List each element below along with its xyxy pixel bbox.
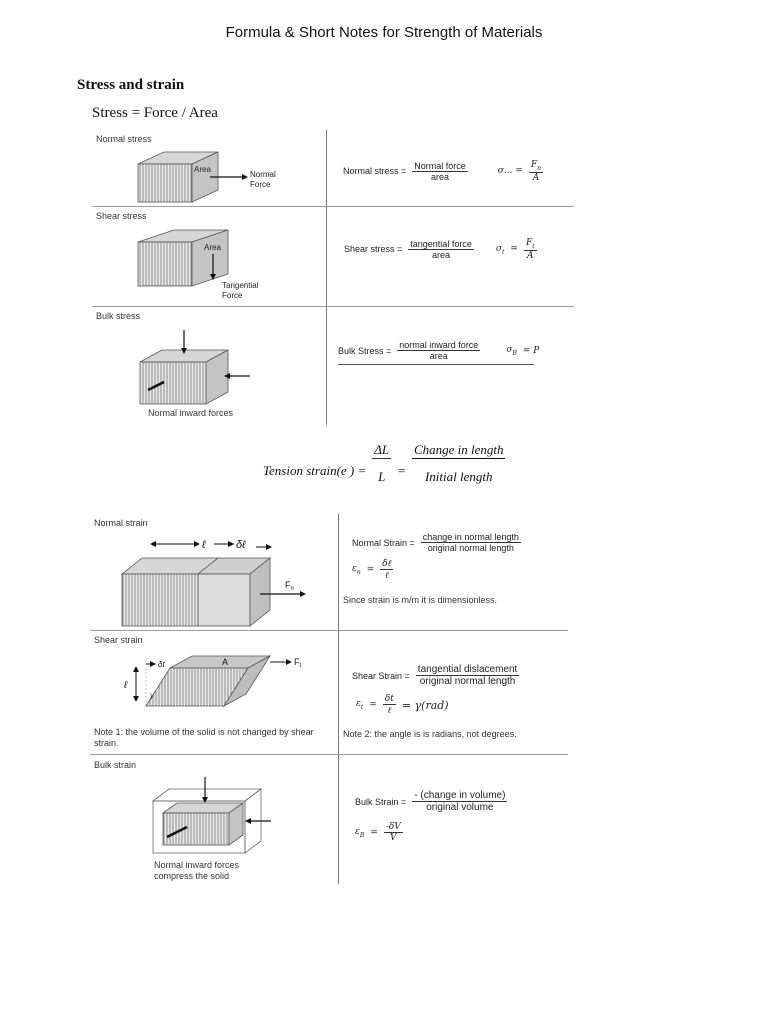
normal-force-label-2: Force	[250, 180, 271, 189]
symbol-num: -δV	[385, 822, 401, 832]
shear-strain-diagram	[110, 650, 335, 728]
symbol-lhs-sub: t	[360, 703, 364, 711]
tangential-force-label-2: Force	[222, 291, 243, 300]
formula-denominator: area	[429, 351, 448, 361]
formula-fraction	[416, 664, 520, 687]
formula-denominator: area	[432, 249, 451, 260]
bulk-stress-caption: Normal inward forces	[148, 408, 234, 418]
symbol-num: δℓ	[382, 559, 392, 569]
symbol-lhs: σ... =	[497, 166, 523, 177]
normal-force-label: $F_n$	[285, 580, 294, 592]
symbol-fraction	[384, 822, 403, 843]
bulk-stress-label: Bulk stress	[96, 311, 141, 321]
shear-strain-formula	[352, 664, 519, 687]
symbol-lhs-sub: t	[501, 248, 505, 256]
section-heading: Stress and strain	[77, 77, 185, 93]
strain-table-divider	[338, 514, 339, 884]
tension-strain-formula	[263, 442, 505, 485]
symbol-eq: =	[370, 827, 378, 838]
symbol-fraction	[380, 558, 393, 581]
formula-numerator: tangential force	[410, 238, 472, 249]
symbol-sub: B	[512, 349, 517, 357]
symbol-den: A	[527, 250, 534, 261]
tangential-force-label: Tangential	[222, 281, 259, 290]
normal-stress-formula	[343, 160, 543, 183]
stress-definition: Stress = Force / Area	[92, 105, 218, 121]
symbol-num-sub: n	[537, 164, 542, 172]
symbol-eq: =	[369, 700, 377, 710]
tension-den-words: Initial length	[424, 469, 493, 484]
symbol-eq: =	[510, 244, 518, 255]
normal-force-label: Normal	[250, 170, 276, 179]
normal-strain-label: Normal strain	[94, 518, 148, 528]
normal-stress-diagram	[130, 150, 300, 206]
area-label: Area	[204, 243, 221, 252]
bulk-strain-symbolic	[355, 822, 403, 843]
formula-numerator: - (change in volume)	[414, 790, 506, 801]
formula-numerator: normal inward force	[399, 340, 479, 350]
shear-stress-formula	[344, 238, 537, 261]
formula-lhs: Normal Strain =	[352, 537, 415, 548]
delta-length-label: δℓ	[236, 539, 246, 551]
normal-strain-note: Since strain is m/m it is dimensionless.	[343, 595, 498, 605]
symbol: σ	[506, 344, 513, 355]
shear-stress-label: Shear stress	[96, 211, 147, 221]
tension-lhs: Tension strain(e ) =	[263, 462, 367, 478]
formula-numerator: change in normal length	[422, 532, 519, 542]
symbol-lhs: ε	[355, 826, 360, 837]
symbol-rhs: = γ(rad)	[401, 698, 449, 712]
stress-row-separator	[92, 206, 574, 207]
normal-strain-formula	[352, 532, 521, 553]
shear-strain-label: Shear strain	[94, 635, 143, 645]
symbol-den: A	[532, 172, 540, 183]
bulk-stress-formula	[338, 340, 539, 361]
symbol-lhs: σ	[495, 243, 502, 254]
tension-num: ΔL	[374, 442, 390, 457]
tangential-force-label: $F_t$	[294, 657, 302, 669]
bulk-strain-caption	[154, 860, 239, 882]
symbol-lhs-sub: B	[359, 831, 365, 839]
strain-row-separator	[90, 630, 568, 631]
bulk-caption-line-1: Normal inward forces	[154, 860, 240, 870]
symbol-num: F	[530, 160, 538, 170]
symbol-lhs-sub: n	[356, 568, 361, 576]
formula-lhs: Bulk Strain =	[355, 796, 407, 807]
stress-table-divider	[326, 130, 327, 425]
symbol-lhs: ε	[352, 563, 357, 574]
symbol-den: V	[390, 833, 397, 843]
formula-fraction	[412, 161, 468, 182]
symbol-den: ℓ	[387, 706, 392, 716]
length-label: ℓ	[202, 539, 206, 551]
symbol-num-sub: t	[532, 242, 535, 250]
shear-area-label: A	[222, 657, 229, 667]
symbol-fraction	[529, 160, 543, 183]
symbol-lhs: ε	[356, 699, 361, 710]
formula-denominator: original volume	[426, 802, 494, 813]
formula-lhs: Shear stress =	[344, 244, 403, 255]
strain-row-separator	[90, 754, 568, 755]
formula-fraction	[397, 340, 480, 361]
bulk-strain-diagram	[145, 775, 285, 860]
shear-strain-symbolic	[356, 694, 449, 716]
normal-strain-diagram	[110, 530, 335, 630]
normal-strain-symbolic	[352, 558, 393, 581]
tension-fraction-words	[412, 442, 506, 485]
symbol-fraction	[524, 238, 537, 261]
formula-denominator: original normal length	[419, 676, 516, 687]
tension-eq: =	[397, 462, 406, 478]
shear-strain-note-1: Note 1: the volume of the solid is not changed by shear strain.	[94, 727, 314, 748]
symbol-num: F	[525, 238, 533, 248]
formula-denominator: original normal length	[427, 543, 514, 553]
symbol-eq: =	[366, 564, 375, 575]
bulk-strain-label: Bulk strain	[94, 760, 137, 770]
formula-lhs: Bulk Stress =	[338, 345, 392, 356]
formula-fraction	[408, 239, 474, 260]
formula-numerator: Normal force	[414, 160, 466, 171]
symbol-rhs: = P	[522, 345, 540, 356]
bulk-formula-underline	[338, 364, 534, 365]
bulk-stress-diagram	[130, 326, 270, 416]
shear-displacement-label: δt	[158, 660, 165, 669]
normal-stress-label: Normal stress	[96, 134, 152, 144]
height-label: ℓ	[124, 680, 128, 691]
symbol-den: ℓ	[384, 571, 389, 581]
tension-num-words: Change in length	[413, 442, 504, 457]
symbol-fraction	[383, 694, 396, 716]
tension-fraction	[372, 442, 391, 485]
symbol-num: δt	[384, 694, 394, 704]
formula-denominator: area	[431, 171, 450, 182]
tension-den: L	[378, 469, 386, 484]
stress-row-separator	[92, 306, 574, 307]
bulk-caption-line-2: compress the solid	[154, 871, 230, 881]
formula-lhs: Normal stress =	[343, 166, 407, 177]
gamma-label: γ	[150, 691, 154, 700]
area-label: Area	[194, 165, 211, 174]
formula-fraction	[412, 790, 507, 813]
shear-stress-diagram	[130, 228, 300, 304]
bulk-strain-formula	[355, 790, 507, 813]
document-title: Formula & Short Notes for Strength of Materials	[225, 24, 543, 41]
formula-numerator: tangential dislacement	[417, 664, 518, 675]
formula-fraction	[421, 532, 521, 553]
formula-lhs: Shear Strain =	[352, 670, 410, 681]
shear-strain-note-2: Note 2: the angle is is radians, not degrees.	[343, 729, 517, 739]
